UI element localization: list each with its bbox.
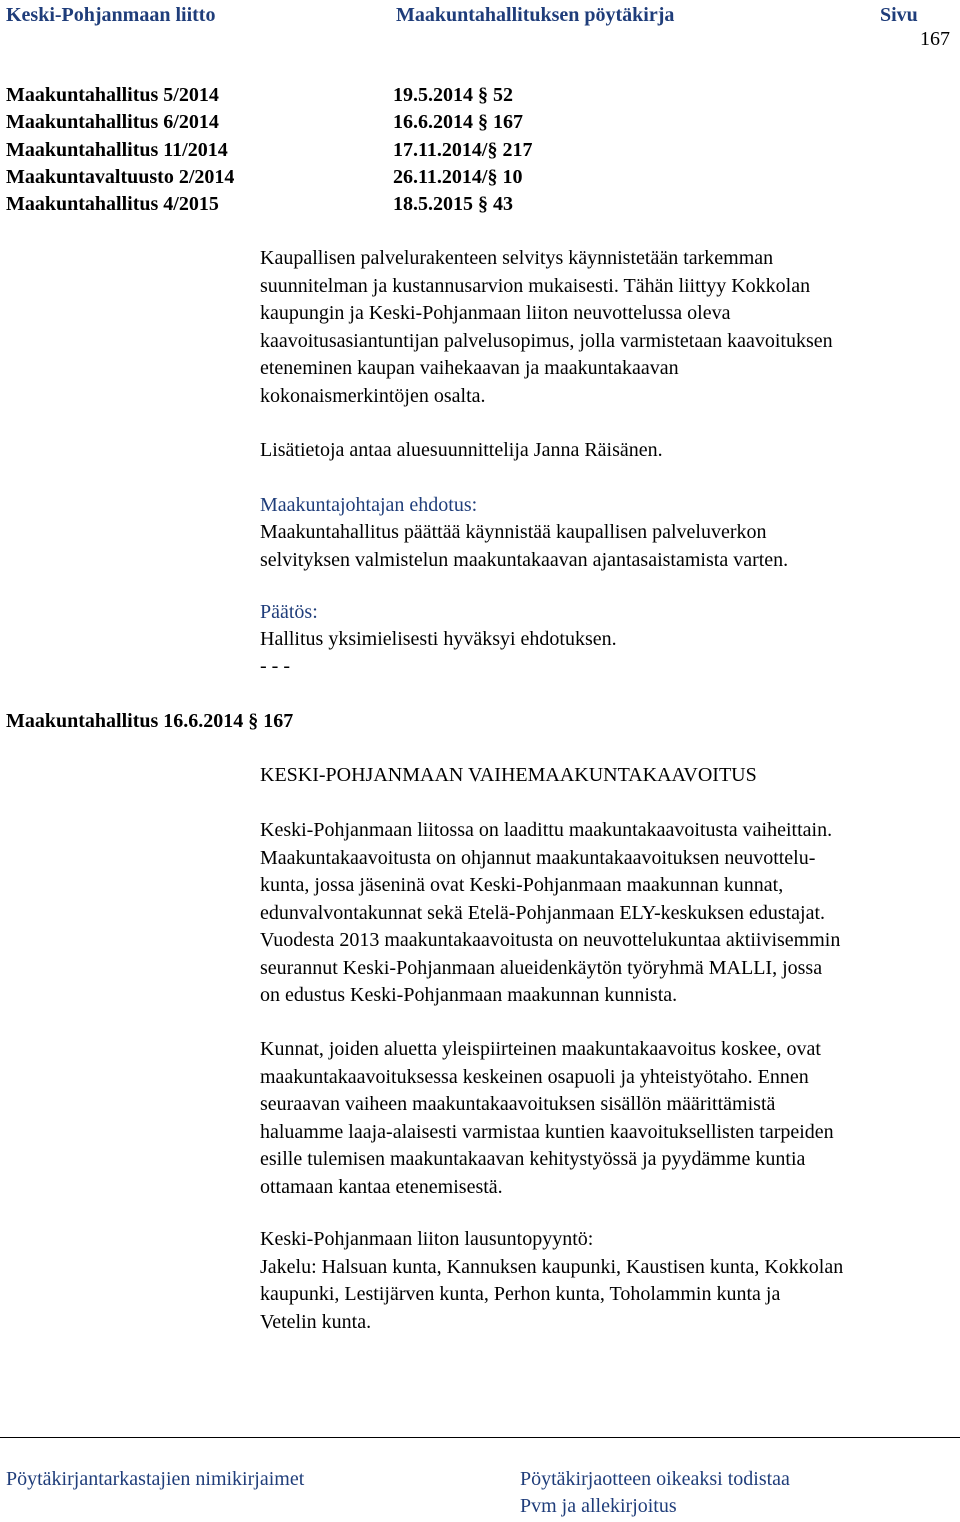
text-line: kunta, jossa jäseninä ovat Keski-Pohjanmaan maakunnan kunnat, [260,874,784,896]
header-doc-title: Maakuntahallituksen pöytäkirja [396,4,675,26]
text-line: Kaupallisen palvelurakenteen selvitys käynnistetään tarkemman [260,247,774,269]
text-line: Jakelu: Halsuan kunta, Kannuksen kaupunki, Kaustisen kunta, Kokkolan [260,1255,844,1278]
text-line: haluamme laaja-alaisesti varmistaa kuntien kaavoituksellisten tarpeiden [260,1120,834,1143]
text-line: edunvalvontakunnat sekä Etelä-Pohjanmaan ELY-keskuksen edustajat. [260,901,826,924]
paragraph-kunnat [260,1036,950,1201]
text-line: suunnitelman ja kustannusarvion mukaisesti. Tähän liittyy Kokkolan [260,274,811,297]
text-line: seuraavan vaiheen maakuntakaavoituksen sisällön määrittämistä [260,1093,776,1115]
header-page-number: 167 [920,28,950,50]
text-line: kokonaismerkintöjen osalta. [260,384,486,407]
reference-row [6,109,606,136]
text-line: kaavoitusasiantuntijan palvelusopimus, jolla varmistetaan kaavoituksen [260,329,833,352]
paragraph-lisatietoja: Lisätietoja antaa aluesuunnittelija Janna Räisänen. [260,439,663,461]
reference-row [6,191,606,218]
text-line: Vuodesta 2013 maakuntakaavoitusta on neuvottelukuntaa aktiivisemmin [260,929,841,951]
header-page-label: Sivu [880,4,918,26]
header-org: Keski-Pohjanmaan liitto [6,4,216,26]
text-line: Keski-Pohjanmaan liiton lausuntopyyntö: [260,1228,594,1250]
reference-row [6,137,606,164]
reference-date: 18.5.2015 § 43 [393,193,513,216]
text-line: Vetelin kunta. [260,1310,372,1333]
text-line: Maakuntakaavoitusta on ohjannut maakuntakaavoituksen neuvottelu- [260,846,816,869]
proposal-heading: Maakuntajohtajan ehdotus: [260,494,478,516]
text-line: esille tulemisen maakuntakaavan kehitystyössä ja pyydämme kuntia [260,1148,806,1170]
paragraph-maakuntakaavoitus [260,817,950,1010]
text-line: ottamaan kantaa etenemisestä. [260,1175,503,1198]
text-line: selvityksen valmistelun maakuntakaavan ajantasaistamista varten. [260,548,789,571]
reference-2014-167: Maakuntahallitus 16.6.2014 § 167 [6,710,294,732]
reference-body: Maakuntahallitus 5/2014 [6,84,219,106]
references-list [6,82,606,218]
paragraph-lausuntopyynto [260,1226,950,1336]
text-line: kaupunki, Lestijärven kunta, Perhon kunta, Toholammin kunta ja [260,1283,781,1305]
text-line: Maakuntahallitus päättää käynnistää kaupallisen palveluverkon [260,521,767,543]
reference-row [6,82,606,109]
section-title: KESKI-POHJANMAAN VAIHEMAAKUNTAKAAVOITUS [260,764,757,786]
proposal-text [260,519,950,574]
separator-dashes: - - - [260,655,290,677]
text-line: maakuntakaavoituksessa keskeinen osapuoli ja yhteistyötaho. Ennen [260,1065,809,1088]
text-line: kaupungin ja Keski-Pohjanmaan liiton neuvottelussa oleva [260,302,731,324]
text-line: Keski-Pohjanmaan liitossa on laadittu maakuntakaavoitusta vaiheittain. [260,819,833,841]
reference-date: 26.11.2014/§ 10 [393,165,523,188]
reference-date: 19.5.2014 § 52 [393,84,513,106]
text-line: on edustus Keski-Pohjanmaan maakunnan kunnista. [260,984,678,1006]
footer-rule [0,1437,960,1438]
reference-date: 17.11.2014/§ 217 [393,138,533,161]
reference-body: Maakuntahallitus 4/2015 [6,193,219,216]
footer-initials-label: Pöytäkirjantarkastajien nimikirjaimet [6,1468,305,1490]
decision-text: Hallitus yksimielisesti hyväksyi ehdotuksen. [260,628,617,650]
footer-date-signature-label: Pvm ja allekirjoitus [520,1495,677,1517]
decision-heading: Päätös: [260,601,318,623]
text-line: eteneminen kaupan vaihekaavan ja maakuntakaavan [260,357,679,379]
reference-row [6,164,606,191]
reference-date: 16.6.2014 § 167 [393,111,523,134]
text-line: Kunnat, joiden aluetta yleispiirteinen maakuntakaavoitus koskee, ovat [260,1038,821,1060]
paragraph-selvitys [260,245,950,410]
reference-body: Maakuntahallitus 11/2014 [6,138,228,161]
reference-body: Maakuntavaltuusto 2/2014 [6,165,235,188]
reference-body: Maakuntahallitus 6/2014 [6,111,219,134]
footer-certify-label: Pöytäkirjaotteen oikeaksi todistaa [520,1468,790,1490]
text-line: seurannut Keski-Pohjanmaan alueidenkäytön työryhmä MALLI, jossa [260,956,823,979]
